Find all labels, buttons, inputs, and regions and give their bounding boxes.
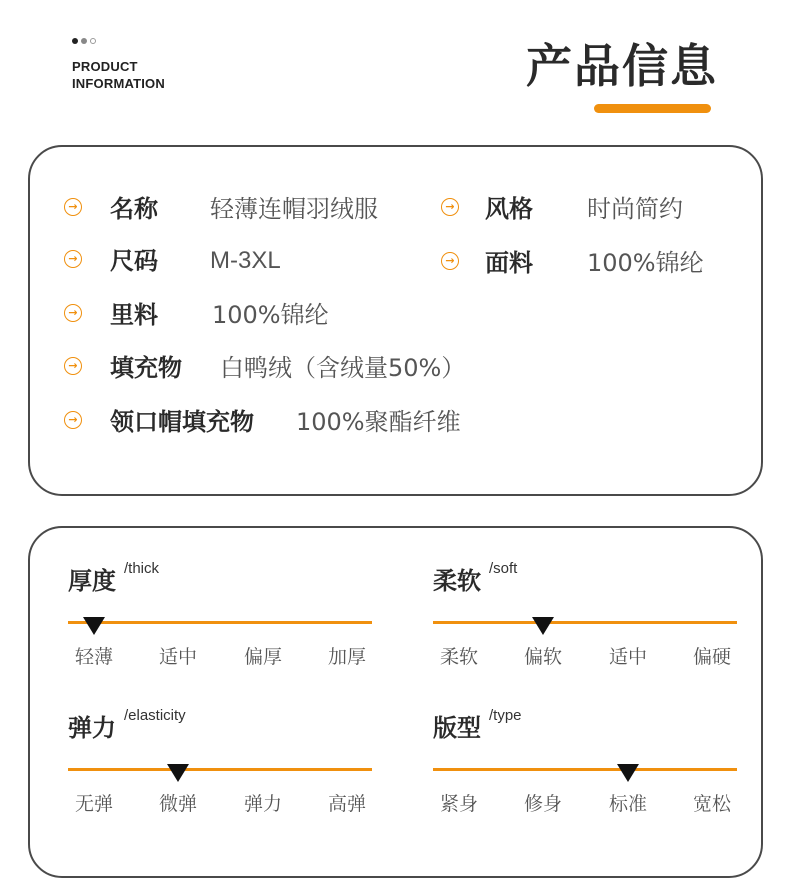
info-label: 填充物 [110, 354, 182, 382]
scale-option: 偏软 [523, 646, 562, 668]
scale-option: 高弹 [327, 793, 366, 815]
product-info-card [28, 145, 763, 496]
scale-option: 适中 [158, 646, 197, 668]
scale-option: 无弹 [74, 793, 113, 815]
info-label: 名称 [110, 195, 158, 223]
circled-arrow-right-icon: → [64, 411, 82, 429]
dot-decoration [81, 38, 87, 44]
scale-subtitle: /elasticity [124, 707, 186, 724]
dot-decoration [72, 38, 78, 44]
scale-subtitle: /soft [489, 560, 518, 577]
title-underline [594, 104, 711, 113]
scale-marker [532, 617, 554, 635]
info-value: 时尚简约 [587, 195, 683, 223]
scale-marker [617, 764, 639, 782]
scale-option: 弹力 [243, 793, 282, 815]
circled-arrow-right-icon: → [64, 250, 82, 268]
scale-title: 弹力 [68, 714, 116, 742]
scale-track [68, 621, 372, 624]
scale-option: 适中 [608, 646, 647, 668]
header-subtitle-line2: INFORMATION [72, 76, 165, 91]
circled-arrow-right-icon: → [441, 252, 459, 270]
info-value: 100%锦纶 [587, 249, 704, 277]
scale-marker [167, 764, 189, 782]
info-value: 100%锦纶 [212, 301, 329, 329]
scale-title: 柔软 [433, 567, 481, 595]
info-value: 轻薄连帽羽绒服 [210, 195, 378, 223]
info-value: 白鸭绒（含绒量50%） [220, 354, 466, 382]
scale-title: 厚度 [68, 567, 116, 595]
scale-option: 宽松 [692, 793, 731, 815]
scale-option: 偏硬 [692, 646, 731, 668]
circled-arrow-right-icon: → [64, 357, 82, 375]
header-subtitle [72, 58, 165, 92]
scale-option: 修身 [523, 793, 562, 815]
circled-arrow-right-icon: → [64, 304, 82, 322]
circled-arrow-right-icon: → [441, 198, 459, 216]
scale-track [433, 768, 737, 771]
info-value: M-3XL [210, 247, 281, 274]
scale-option: 轻薄 [74, 646, 113, 668]
info-label: 面料 [485, 249, 533, 277]
scale-track [433, 621, 737, 624]
dot-decoration [90, 38, 96, 44]
scale-track [68, 768, 372, 771]
scale-option: 加厚 [327, 646, 366, 668]
scale-subtitle: /type [489, 707, 522, 724]
page-title: 产品信息 [526, 39, 718, 93]
info-label: 领口帽填充物 [110, 408, 254, 436]
scale-subtitle: /thick [124, 560, 160, 577]
scale-option: 紧身 [439, 793, 478, 815]
header-subtitle-line1: PRODUCT [72, 59, 138, 74]
info-label: 风格 [485, 195, 533, 223]
circled-arrow-right-icon: → [64, 198, 82, 216]
scale-marker [83, 617, 105, 635]
info-label: 里料 [110, 301, 158, 329]
scale-option: 标准 [608, 793, 647, 815]
header-dots [72, 38, 96, 44]
info-value: 100%聚酯纤维 [296, 408, 461, 436]
attribute-scales-card [28, 526, 763, 878]
scale-option: 偏厚 [243, 646, 282, 668]
scale-title: 版型 [433, 714, 481, 742]
info-label: 尺码 [110, 247, 158, 275]
scale-option: 柔软 [439, 646, 478, 668]
scale-option: 微弹 [158, 793, 197, 815]
